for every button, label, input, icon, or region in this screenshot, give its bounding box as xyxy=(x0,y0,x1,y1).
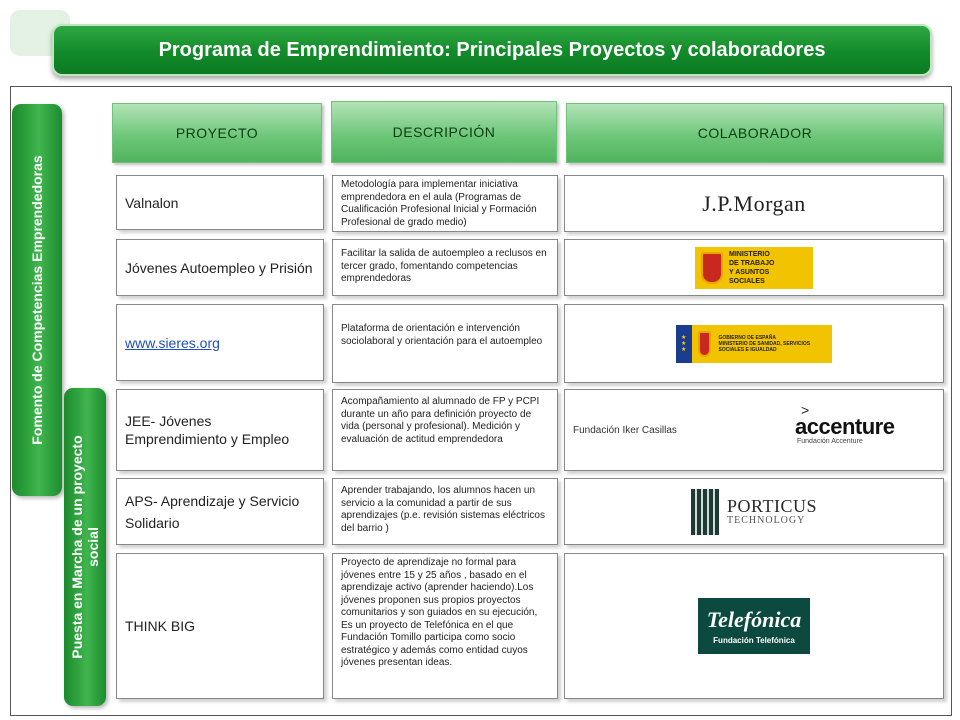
spain-crest-icon xyxy=(698,331,711,357)
project-name: JEE- Jóvenes Emprendimiento y Empleo xyxy=(125,413,290,447)
description-aps xyxy=(332,478,558,545)
description-think-big xyxy=(332,553,558,699)
header-colaborador xyxy=(566,103,944,163)
ministerio-sanidad-logo-body xyxy=(692,325,832,363)
description-sieres xyxy=(332,304,558,383)
telefonica-logo xyxy=(698,598,810,654)
project-name[interactable]: www.sieres.org xyxy=(125,334,220,351)
project-name: APS- Aprendizaje y Servicio Solidario xyxy=(125,492,300,531)
side-tab-puesta-label xyxy=(69,435,101,658)
side-tab-puesta-line1: Puesta en Marcha de un proyecto xyxy=(69,435,85,659)
logo-line: DE TRABAJO xyxy=(728,259,775,267)
side-tab-puesta-en-marcha xyxy=(64,388,106,706)
jpmorgan-logo: J.P.Morgan xyxy=(702,190,806,216)
collaborator-jovenes-prision xyxy=(564,239,944,296)
ministerio-sanidad-logo-text xyxy=(719,335,826,353)
logo-line: MINISTERIO DE SANIDAD, SERVICIOS SOCIALES E IGUALDAD xyxy=(718,340,811,353)
project-think-big xyxy=(116,553,324,699)
description-jee xyxy=(332,389,558,471)
ministerio-trabajo-logo-text xyxy=(729,250,807,286)
logo-line: Y ASUNTOS SOCIALES xyxy=(728,268,770,285)
header-colaborador-label: COLABORADOR xyxy=(697,125,813,141)
fundacion-iker-casillas-text: Fundación Iker Casillas xyxy=(573,424,677,436)
description-text: Proyecto de aprendizaje no formal para jóvenes entre 15 y 25 años , basado en el aprendizaje activo (aprender haciendo).Los jóvenes proponen sus propios proyectos comunitarios y son guiados en su ejecución, Es un proyecto de Telefónica en el que Fundación Tomillo participa como socio estratégico y además como entidad cuyos jóvenes presentan ideas. xyxy=(341,557,538,668)
description-jovenes-prision xyxy=(332,239,558,296)
collaborator-jee xyxy=(564,389,944,471)
logo-line: MINISTERIO xyxy=(728,250,770,258)
accenture-arrow-icon: > xyxy=(801,402,810,418)
page-title-text: Programa de Emprendimiento: Principales Proyectos y colaboradores xyxy=(158,38,826,61)
collaborator-valnalon xyxy=(564,175,944,232)
project-name: Jóvenes Autoempleo y Prisión xyxy=(125,259,313,276)
porticus-logo-sub: TECHNOLOGY xyxy=(727,514,806,526)
ministerio-sanidad-logo xyxy=(676,325,832,363)
description-text: Metodología para implementar iniciativa emprendedora en el aula (Programas de Cualificación Profesional Inicial y Formación Profesional de grado medio) xyxy=(341,179,537,228)
side-tab-competencias-label: Fomento de Competencias Emprendedoras xyxy=(29,155,45,445)
porticus-logo-text xyxy=(727,497,817,527)
project-name: THINK BIG xyxy=(125,618,196,634)
project-jee xyxy=(116,389,324,471)
porticus-logo-name: PORTICUS xyxy=(727,495,817,516)
accenture-logo-word: accenture xyxy=(795,414,895,439)
telefonica-logo-name: Telefónica xyxy=(706,606,802,632)
logo-line: GOBIERNO DE ESPAÑA xyxy=(718,334,776,341)
side-tab-competencias xyxy=(12,104,62,496)
project-jovenes-prision xyxy=(116,239,324,296)
description-text: Facilitar la salida de autoempleo a reclusos en tercer grado, fomentando competencias emprendedoras xyxy=(341,248,547,284)
accenture-logo xyxy=(795,404,894,445)
porticus-bars-icon xyxy=(691,489,719,535)
side-tab-puesta-line2: social xyxy=(85,527,101,567)
project-valnalon xyxy=(116,175,324,230)
description-text: Plataforma de orientación e intervención sociolaboral y orientación para el autoempleo xyxy=(341,323,543,347)
header-descripcion-label: DESCRIPCIÓN xyxy=(392,124,496,140)
project-aps xyxy=(116,478,324,545)
project-sieres-link[interactable] xyxy=(116,304,324,381)
header-proyecto-label: PROYECTO xyxy=(175,125,259,141)
description-text: Aprender trabajando, los alumnos hacen un servicio a la comunidad a partir de sus aprendizajes (p.e. revisión sistemas eléctricos del barrio ) xyxy=(341,485,545,534)
telefonica-logo-sub: Fundación Telefónica xyxy=(713,635,795,645)
collaborator-think-big xyxy=(564,553,944,699)
project-name: Valnalon xyxy=(125,194,179,211)
accenture-logo-sub: Fundación Accenture xyxy=(797,438,863,445)
spain-crest-icon xyxy=(701,252,723,284)
page-title xyxy=(52,24,932,76)
porticus-logo xyxy=(691,489,817,535)
header-descripcion xyxy=(331,101,557,163)
description-valnalon xyxy=(332,175,558,232)
header-proyecto xyxy=(112,103,322,163)
collaborator-aps xyxy=(564,478,944,545)
collaborator-sieres xyxy=(564,304,944,383)
eu-flag-icon: ★ ★ ★ xyxy=(676,325,692,363)
ministerio-trabajo-logo xyxy=(695,247,813,289)
description-text: Acompañamiento al alumnado de FP y PCPI durante un año para definición proyecto de vida (personal y profesional). Medición y evaluación de actitud emprendedora xyxy=(341,396,540,445)
